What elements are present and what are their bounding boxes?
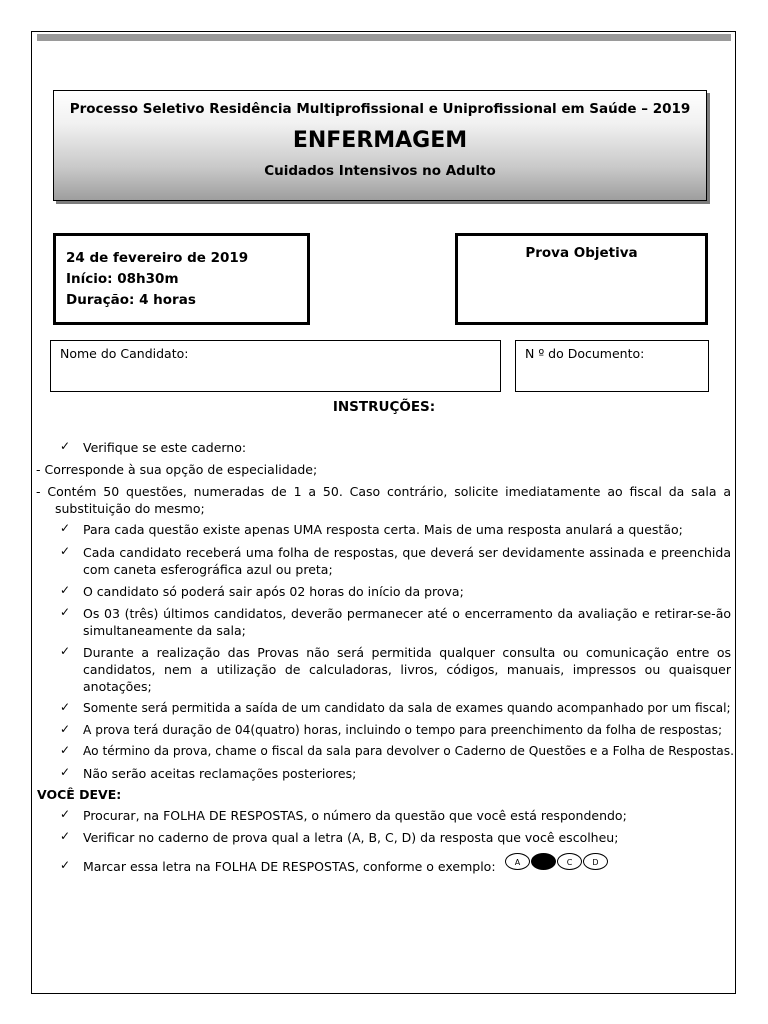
instruction-dash-1: - Corresponde à sua opção de especialidade;	[36, 462, 318, 477]
instruction-dash-2-line1: - Contém 50 questões, numeradas de 1 a 50. Caso contrário, solicite imediatamente ao fiscal da sala a	[36, 484, 731, 499]
instruction-dash-2-line2: substituição do mesmo;	[55, 501, 205, 516]
program-title: Processo Seletivo Residência Multiprofissional e Uniprofissional em Saúde – 2019	[69, 101, 691, 117]
document-number-label: N º do Documento:	[525, 346, 645, 361]
instruction-item-4: Os 03 (três) últimos candidatos, deverão permanecer até o encerramento da avaliação e retirar-se-ão simultaneamente da sala;	[83, 606, 731, 638]
answer-bubble-b-marked	[531, 853, 556, 870]
check-icon: ✓	[60, 700, 71, 714]
check-icon: ✓	[60, 439, 71, 453]
check-icon: ✓	[60, 644, 71, 658]
answer-bubble-a: A	[505, 853, 530, 870]
voce-deve-item-3: Marcar essa letra na FOLHA DE RESPOSTAS, conforme o exemplo:	[83, 859, 496, 874]
check-icon: ✓	[60, 858, 71, 872]
check-icon: ✓	[60, 583, 71, 597]
exam-start: Início: 08h30m	[66, 271, 179, 287]
instruction-verify: Verifique se este caderno:	[83, 440, 247, 455]
instructions-title: INSTRUÇÕES:	[332, 399, 436, 415]
course-title: ENFERMAGEM	[292, 128, 468, 153]
header-banner	[53, 90, 707, 201]
instruction-item-8: Ao término da prova, chame o fiscal da sala para devolver o Caderno de Questões e a Folha de Respostas.	[83, 744, 734, 758]
exam-date: 24 de fevereiro de 2019	[66, 250, 249, 266]
instruction-item-1: Para cada questão existe apenas UMA resposta certa. Mais de uma resposta anulará a questão;	[83, 522, 683, 537]
instruction-item-5: Durante a realização das Provas não será permitida qualquer consulta ou comunicação entre os candidatos, nem a utilização de calculadoras, livros, códigos, manuais, impressos ou quaisquer anotações;	[83, 645, 731, 694]
instruction-item-6: Somente será permitida a saída de um candidato da sala de exames quando acompanhado por um fiscal;	[83, 701, 731, 715]
check-icon: ✓	[60, 605, 71, 619]
candidate-name-field[interactable]	[50, 340, 501, 392]
voce-deve-item-2: Verificar no caderno de prova qual a letra (A, B, C, D) da resposta que você escolheu;	[83, 830, 619, 845]
answer-bubble-d: D	[583, 853, 608, 870]
check-icon: ✓	[60, 743, 71, 757]
candidate-name-label: Nome do Candidato:	[60, 346, 189, 361]
voce-deve-title: VOCÊ DEVE:	[37, 787, 122, 802]
instruction-item-3: O candidato só poderá sair após 02 horas do início da prova;	[83, 584, 464, 599]
exam-date-box	[53, 233, 310, 325]
course-subtitle: Cuidados Intensivos no Adulto	[264, 163, 496, 179]
answer-bubble-c: C	[557, 853, 582, 870]
check-icon: ✓	[60, 521, 71, 535]
top-rule	[37, 34, 731, 41]
check-icon: ✓	[60, 829, 71, 843]
instruction-item-2: Cada candidato receberá uma folha de respostas, que deverá ser devidamente assinada e preenchida com caneta esferográfica azul ou preta;	[83, 545, 731, 577]
check-icon: ✓	[60, 807, 71, 821]
instruction-item-9: Não serão aceitas reclamações posteriores;	[83, 766, 357, 781]
exam-type: Prova Objetiva	[525, 245, 638, 261]
instruction-dash-2	[36, 483, 731, 517]
document-number-field[interactable]	[515, 340, 709, 392]
check-icon: ✓	[60, 544, 71, 558]
check-icon: ✓	[60, 765, 71, 779]
voce-deve-item-1: Procurar, na FOLHA DE RESPOSTAS, o número da questão que você está respondendo;	[83, 808, 627, 823]
check-icon: ✓	[60, 722, 71, 736]
exam-duration: Duração: 4 horas	[66, 292, 196, 308]
instruction-item-7: A prova terá duração de 04(quatro) horas, incluindo o tempo para preenchimento da folha de respostas;	[83, 723, 723, 737]
exam-type-box	[455, 233, 708, 325]
